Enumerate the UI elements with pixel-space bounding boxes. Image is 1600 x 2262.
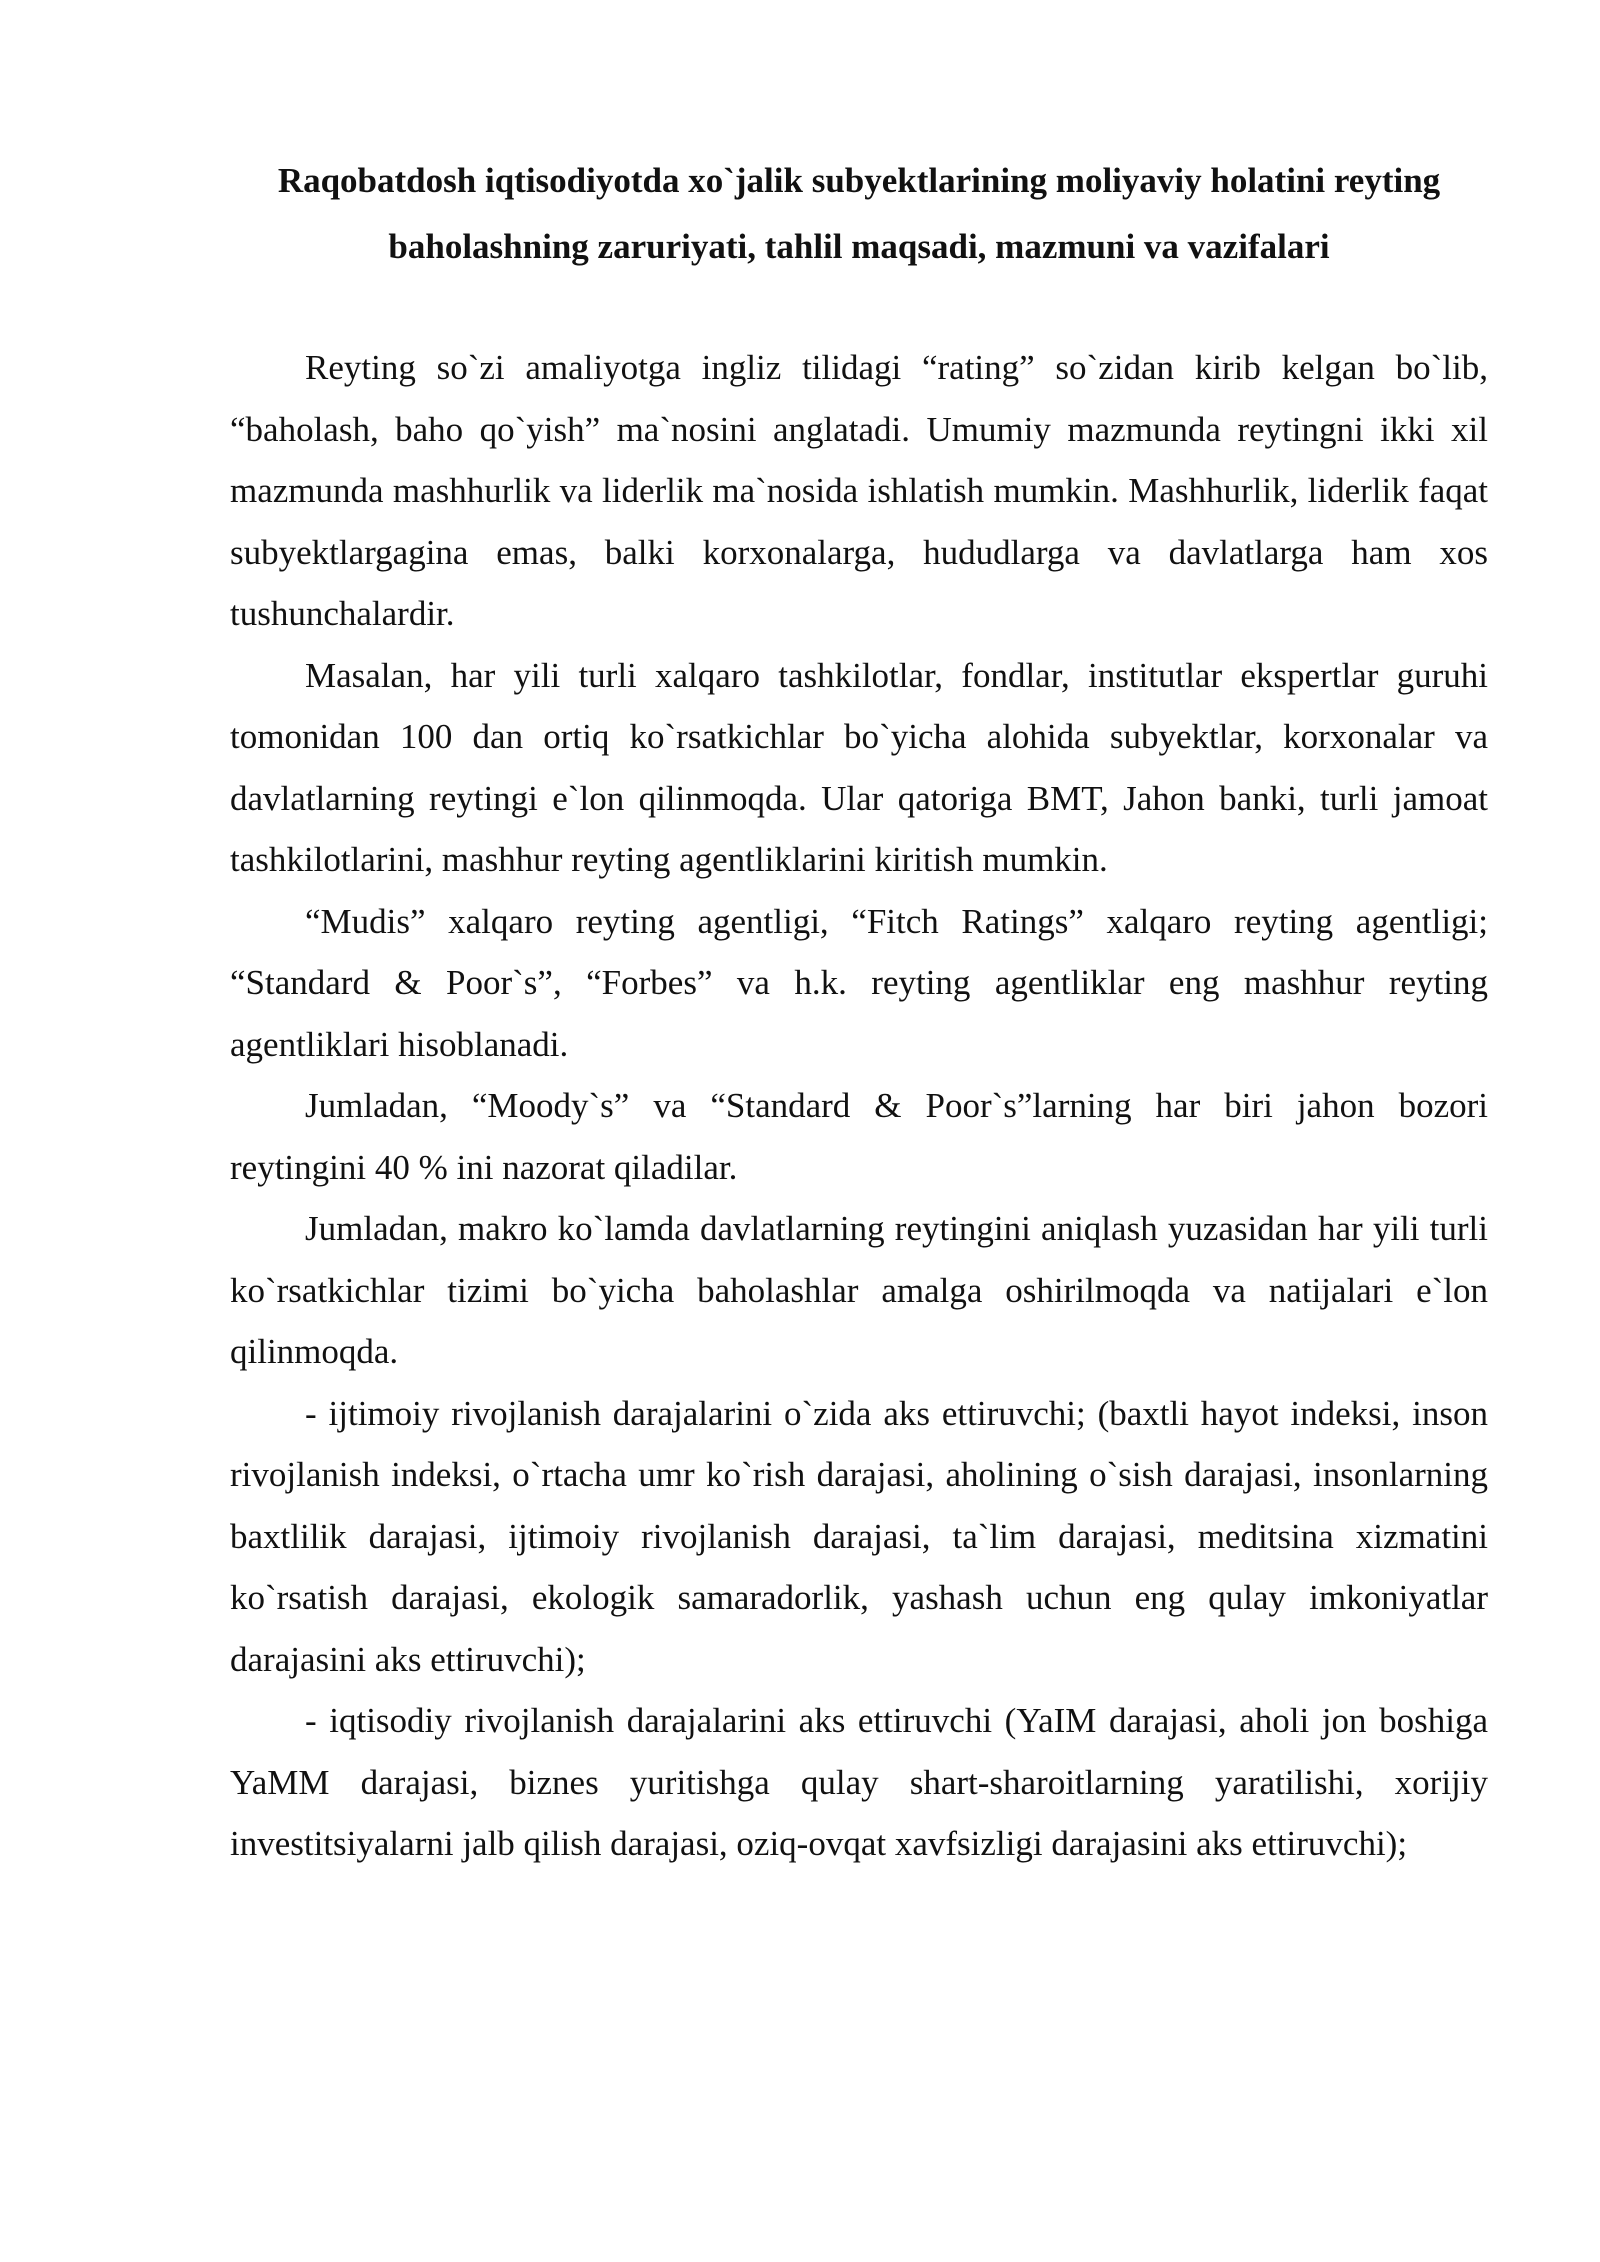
paragraph-economic-indicators: - iqtisodiy rivojlanish darajalarini aks ettiruvchi (YaIM darajasi, aholi jon boshiga YaMM darajasi, biznes yuritishga qulay shart-sharoitlarning yaratilishi, xorijiy investitsiyalarni jalb qilish darajasi, oziq-ovqat xavfsizligi darajasini aks ettiruvchi); bbox=[230, 1701, 1488, 1863]
title-line-1: Raqobatdosh iqtisodiyotda xo`jalik subyektlarining moliyaviy holatini reyting bbox=[277, 161, 1441, 200]
paragraph-rating-agencies: “Mudis” xalqaro reyting agentligi, “Fitch Ratings” xalqaro reyting agentligi; “Standard & Poor`s”, “Forbes” va h.k. reyting agentliklar eng mashhur reyting agentliklari hisoblanadi. bbox=[230, 901, 1488, 1064]
paragraph-social-indicators: - ijtimoiy rivojlanish darajalarini o`zida aks ettiruvchi; (baxtli hayot indeksi, inson rivojlanish indeksi, o`rtacha umr ko`rish darajasi, aholining o`sish darajasi, insonlarning baxtlilik darajasi, ijtimoiy rivojlanish darajasi, ta`lim darajasi, meditsina xizmatini ko`rsatish darajasi, ekologik samaradorlik, yashash uchun eng qulay imkoniyatlar darajasini aks ettiruvchi); bbox=[230, 1393, 1488, 1679]
page-content bbox=[230, 148, 1488, 1875]
paragraph-macro-assessment: Jumladan, makro ko`lamda davlatlarning reytingini aniqlash yuzasidan har yili turli ko`rsatkichlar tizimi bo`yicha baholashlar amalga oshirilmoqda va natijalari e`lon qilinmoqda. bbox=[230, 1209, 1488, 1371]
paragraph-international-organizations: Masalan, har yili turli xalqaro tashkilotlar, fondlar, institutlar ekspertlar guruhi tomonidan 100 dan ortiq ko`rsatkichlar bo`yicha alohida subyektlar, korxonalar va davlatlarning reytingi e`lon qilinmoqda. Ular qatoriga BMT, Jahon banki, turli jamoat tashkilotlarini, mashhur reyting agentliklarini kiritish mumkin. bbox=[230, 655, 1488, 879]
paragraph-rating-definition: Reyting so`zi amaliyotga ingliz tilidagi “rating” so`zidan kirib kelgan bo`lib, “baholash, baho qo`yish” ma`nosini anglatadi. Umumiy mazmunda reytingni ikki xil mazmunda mashhurlik va liderlik ma`nosida ishlatish mumkin. Mashhurlik, liderlik faqat subyektlargagina emas, balki korxonalarga, hududlarga va davlatlarga ham xos tushunchalardir. bbox=[230, 348, 1488, 633]
document-body bbox=[230, 337, 1488, 1875]
title-line-2: baholashning zaruriyati, tahlil maqsadi, mazmuni va vazifalari bbox=[388, 227, 1330, 266]
document-title bbox=[230, 148, 1488, 280]
paragraph-market-control: Jumladan, “Moody`s” va “Standard & Poor`s”larning har biri jahon bozori reytingini 40 % ini nazorat qiladilar. bbox=[230, 1086, 1488, 1187]
